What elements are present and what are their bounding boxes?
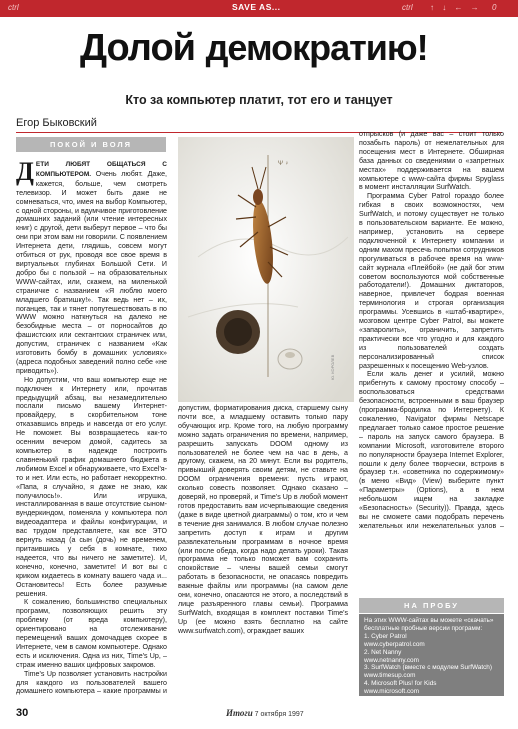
lead-caps: ЕТИ ЛЮБЯТ ОБЩАТЬСЯ С КОМПЬЮТЕРОМ. — [35, 161, 167, 178]
sidebar-link[interactable]: www.microsoft.com — [364, 688, 420, 696]
paragraph: Программа Cyber Patrol гораздо более гибкая в своих возможностях, чем SurfWatch, и потому существует не только в пользовательском варианте. Ее можно, например, установить на сервере подключенной к Интернету компании и одним махом пресечь попытки сотрудников прогуливаться в рабочее время на www-сайт журнала «Плейбой» (не дай бог этим советом воспользуются мой собственные работодатели!). Домашних диктаторов, наверное, привлечет бодрая военная терминология и строгая организация программы. Усевшись в «штаб-квартире», мозговом центре Cyber Patrol, вы можете «запаролить», ограничить, запретить практически все что угодно и для каждого из пользователей создать персонализированный список разрешенных к посещению Web-узлов. — [359, 192, 504, 370]
paragraph: Если жаль денег и усилий, можно прибегнуть к самому простому способу – воспользоваться средствами безопасности, встроенными в ваш браузер (программа-бродилка по Интернету). К сожалению, Navigator фирмы Netscape предлагает только самое простое решение – пароль на запуск самого браузера. В компании Microsoft, изготовителе второго по популярности браузера Internet Explorer, пошли к делу более творчески, встроив в браузер т.н. «советника по содержимому» (в меню «Вид» (View) выберите пункт «Параметры» (Options), а в нем небольшом ищем на закладке «Безопасность» (Security)). Правда, здесь вы не сможете сами подобрать перечень желательных или нежелательных узлов – — [359, 370, 504, 530]
sidebar-item: 2. Net Nanny — [364, 648, 402, 656]
photo-symbol: Ψ ♀ — [278, 161, 290, 167]
sidebar-item: 3. SurfWatch (вместе с модулем SurfWatch) — [364, 664, 492, 672]
ctrl-key-left: ctrl — [8, 3, 19, 12]
sidebar-item: 1. Cyber Patrol — [364, 632, 407, 640]
top-toolbar — [0, 0, 518, 17]
paragraph: отпрысков (и даже вас – стоит только позабыть пароль) от нежелательных для посещения мест в Интернете. Обширная база данных со сведениями о «запретных местах» поддерживается на вашем компьютере с www-сайта фирмы Spyglass в момент инсталляции SurfWatch. — [359, 130, 504, 192]
title-part-2: демократию! — [205, 27, 428, 68]
article-title — [80, 28, 460, 68]
ctrl-key-right: ctrl — [402, 3, 413, 12]
paragraph: Но допустим, что ваш компьютер еще не подключен к Интернету или, прочитав предыдущий абзац, вы незамедлительно послали письмо вашему Интернет-провайдеру, в скорбительном тоне отказавшись впредь и навсегда от его услуг. Не поможет. Вы возвращаетесь как-то осенним вечером домой, садитесь за компьютер в надежде построить славненький график домашнего бюджета в любимом Excel и обнаруживаете, что Excel'я-то и нет. Или есть, но работает некорректно. «Папа, я случайно, я даже не знаю, как получилось!». Или игрушка, инсталлированная в ваше отсутствие сыном-вундеркиндом, поменяла у компьютера пол видеоадаптера и файлы конфигурации, и вас трудом представляете, как все ЭТО вернуть назад (а сын (дочь) не временем, притаившись у себя в комнате, тихо надеется, что вы ничего не заметите). И, конечно, конечно, заметите! И вот вы с криком кидаетесь в комнату вашего чада и... Остановитесь! Есть более разумные решения. — [16, 375, 167, 598]
title-part-1: Долой — [80, 27, 196, 69]
sidebar-item: 4. Microsoft Plus! for Kids — [364, 680, 437, 688]
article-subtitle: Кто за компьютер платит, тот его и танцует — [125, 93, 393, 107]
section-tag: ПОКОЙ И ВОЛЯ — [16, 137, 166, 152]
lead-paragraph — [16, 160, 167, 376]
sidebar-link[interactable]: www.cyberpatrol.com — [364, 640, 425, 648]
column-1 — [16, 160, 167, 695]
article-photo — [178, 137, 354, 402]
zero-key: 0 — [492, 3, 497, 12]
paragraph: Очень любят. Даже, кажется, больше, чем смотреть телевизор. И может быть даже не сомневаться, что, имея на выбор Компьютер, с одной стороны, и вдумчивое приготовление домашних заданий (или чтение интересных книг) с другой, дети выберут первое – что бы они при этом вам ни говорили. С появлением Интернета дети, глядишь, совсем могут отбиться от рук, проводя все свое время в виртуальных глубинах Большой Сети. И добро бы с пользой – на образовательных WWW-сайтах, или, скажем, на миленькой страничке с названием «Я люблю моего младшего братишку!». Так ведь нет – их, поганцев, так и тянет попутешествовать в по WWW можно наткнуться на далеко не безобидные места – от порносайтов до фашистских или сектантских страничек или, допустим, страничек с названием «Как изготовить бомбу в домашних условиях» (адреса подобных заведений полно себе «не приводить»). — [16, 169, 167, 375]
photo-illustration — [178, 137, 354, 402]
drop-cap: Д — [16, 160, 34, 186]
author-name: Егор Быковский — [16, 117, 97, 129]
sidebar-link[interactable]: www.netnanny.com — [364, 656, 419, 664]
column-2 — [178, 404, 348, 704]
issue-date: 7 октября 1997 — [252, 711, 304, 718]
save-as-label: SAVE AS... — [232, 2, 281, 12]
sidebar-intro: На этих WWW-сайтах вы можете «скачать» бесплатные пробные версии программ: — [364, 617, 494, 632]
sidebar-box — [359, 614, 504, 696]
magazine-name: Итоги — [226, 708, 253, 718]
photo-credit: Ю. КОРОЛЕВ — [330, 354, 335, 380]
sidebar-link[interactable]: www.timesup.com — [364, 672, 416, 680]
sidebar-title: НА ПРОБУ — [359, 598, 504, 613]
page-number: 30 — [16, 707, 29, 719]
paragraph: допустим, форматирования диска, старшему сыну почти все, а младшему оставить только пару обучающих игр. Кроме того, на любую программу можно задать ограничения по времени, например, разрешить запускать DOOM одному из пользователей не более чем на час в день, а другому, скажем, на 20 минут. Если вы родитель, привыкший доверять своим детям, не ставьте на DOOM ограничения времени: пусть играют, сколько совесть позволяет. Однако сказано – доверяй, но проверяй, и Time's Up в любой момент готов предоставить вам исчерпывающие сведения (даже в виде цветной диаграммы) о том, кто и чем в течение дня занимался. В любом случае полезно запретить доступ к играм и другим развлекательным программам в ночное время (или после обеда, когда надо делать уроки). Такая программа не только поможет вам сохранить спокойствие – члены вашей семьи смогут работать в безопасности, не опасаясь повредить важные файлы или программы (на самом деле они, конечно, опасаются не этого, а последствий в лице разъяренного главы семьи). Программа SurfWatch, входящая в комплект поставки Time's Up (ее можно взять бесплатно на сайте www.surfwatch.com), ограждает ваших — [178, 404, 348, 635]
paragraph: Time's Up позволяет установить настройки для каждого из пользователей вашего домашнего компьютера – какие программы и — [16, 669, 167, 695]
footer-publication — [226, 708, 304, 718]
page-footer — [16, 704, 502, 724]
arrow-keys-icon: ↑ ↓ ← → — [430, 3, 482, 12]
column-3 — [359, 130, 504, 530]
paragraph: К сожалению, большинство специальных программ, позволяющих решить эту проблему (от вреда компьютеру), ориентировано на отслеживание перемещений ваших домочадцев скорее в Интернете, чем в самом компьютере. Однако есть и исключения. Одна из них, Time's Up, – страж именно ваших цифровых закромов. — [16, 598, 167, 669]
